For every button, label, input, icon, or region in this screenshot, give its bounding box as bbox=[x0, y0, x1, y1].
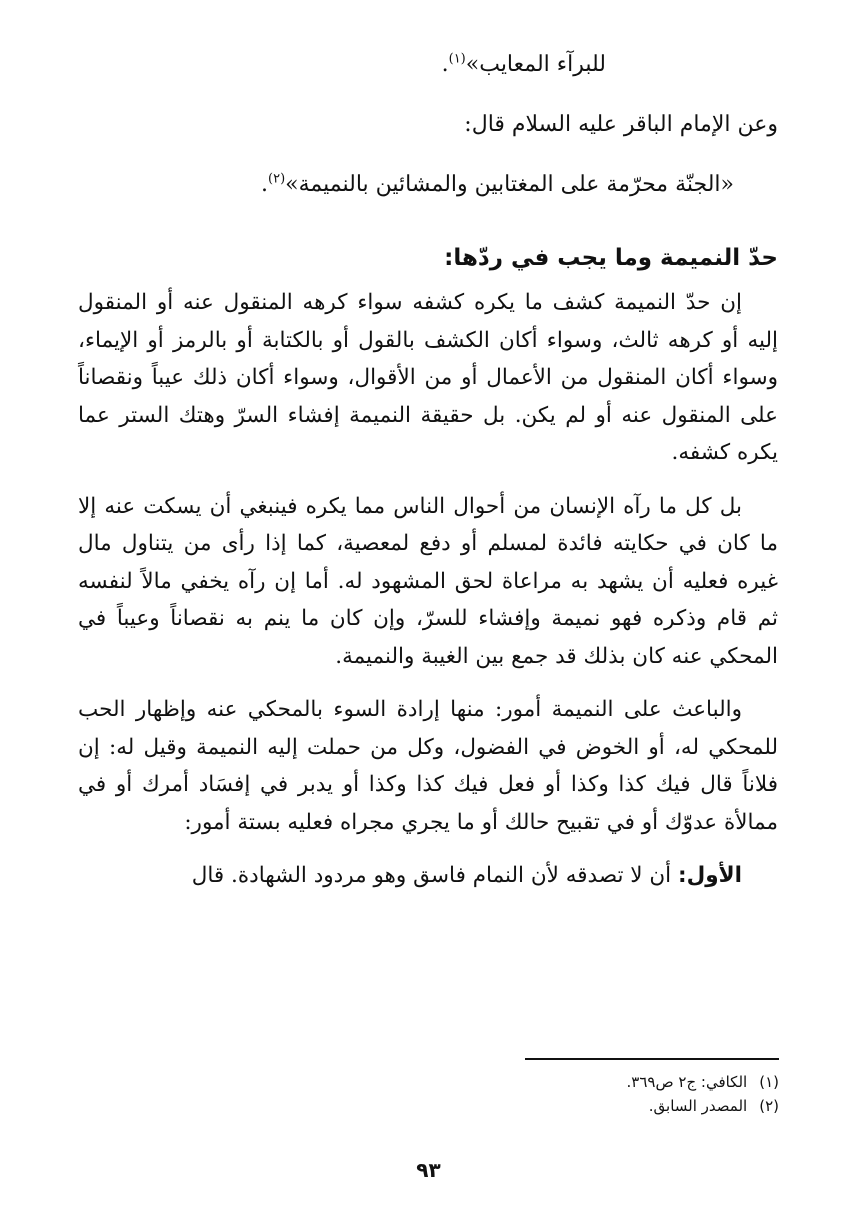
quote-end-3: . bbox=[261, 172, 269, 197]
quote-line-1 bbox=[78, 48, 778, 82]
paragraph-4-text: أن لا تصدقه لأن النمام فاسق وهو مردود الشهادة. قال bbox=[191, 863, 672, 888]
paragraph-1: إن حدّ النميمة كشف ما يكره كشفه سواء كرهه المنقول عنه أو المنقول إليه أو كرهه ثالث، وسواء أكان الكشف بالقول أو بالكتابة أو بالرمز أو الإيماء، وسواء أكان المنقول من الأعمال أو من الأقوال، وسواء أكان ذلك عيباً ونقصاناً على المنقول عنه أو لم يكن. بل حقيقة النميمة إفشاء السرّ وهتك الستر عما يكره كشفه. bbox=[78, 290, 778, 465]
quote-text-1: للبرآء المعايب» bbox=[465, 52, 606, 77]
quote-text-3: «الجنّة محرّمة على المغتابين والمشائين بالنميمة» bbox=[285, 172, 734, 197]
quote-line-3 bbox=[78, 168, 778, 202]
paragraph-lead: الأول: bbox=[678, 863, 742, 888]
paragraph-2: بل كل ما رآه الإنسان من أحوال الناس مما يكره فينبغي أن يسكت عنه إلا ما كان في حكايته فائدة لمسلم أو دفع لمعصية، كما إذا رأى من يتناول مال غيره فعليه أن يشهد به مراعاة لحق المشهود له. أما إن رآه يخفي مالاً لنفسه ثم قام وذكره فهو نميمة وإفشاء للسرّ، وإن كان ما ينم به نقصاناً وعيباً في المحكي عنه كان بذلك قد جمع بين الغيبة والنميمة. bbox=[78, 493, 778, 669]
paragraph-4 bbox=[78, 857, 778, 895]
footnote-ref-2: (٢) bbox=[268, 171, 286, 187]
footnote-ref-1: (١) bbox=[448, 51, 466, 67]
page-body bbox=[78, 48, 778, 911]
footnote-1 bbox=[379, 1070, 779, 1094]
quote-end-1: . bbox=[441, 52, 449, 77]
quote-line-2: وعن الإمام الباقر عليه السلام قال: bbox=[464, 112, 778, 137]
footnote-text: الكافي: ج٢ ص٣٦٩. bbox=[626, 1073, 748, 1091]
paragraph-3: والباعث على النميمة أمور: منها إرادة السوء بالمحكي عنه وإظهار الحب للمحكي له، أو الخوض في الفضول، وكل من حملت إليه النميمة وقيل له: إن فلاناً قال فيك كذا وكذا أو فعل فيك كذا وكذا أو يدبر في إفسَاد أمرك أو في ممالأة عدوّك أو في تقبيح حالك أو ما يجري مجراه فعليه بستة أمور: bbox=[78, 697, 778, 835]
footnotes bbox=[379, 1070, 779, 1118]
footnote-text: المصدر السابق. bbox=[648, 1097, 748, 1115]
section-heading: حدّ النميمة وما يجب في ردّها: bbox=[444, 245, 778, 271]
footnote-number: (٢) bbox=[759, 1097, 779, 1115]
footnote-2 bbox=[379, 1094, 779, 1118]
footnote-number: (١) bbox=[759, 1073, 779, 1091]
footnote-divider bbox=[525, 1058, 779, 1060]
page-number: ٩٣ bbox=[416, 1158, 441, 1182]
